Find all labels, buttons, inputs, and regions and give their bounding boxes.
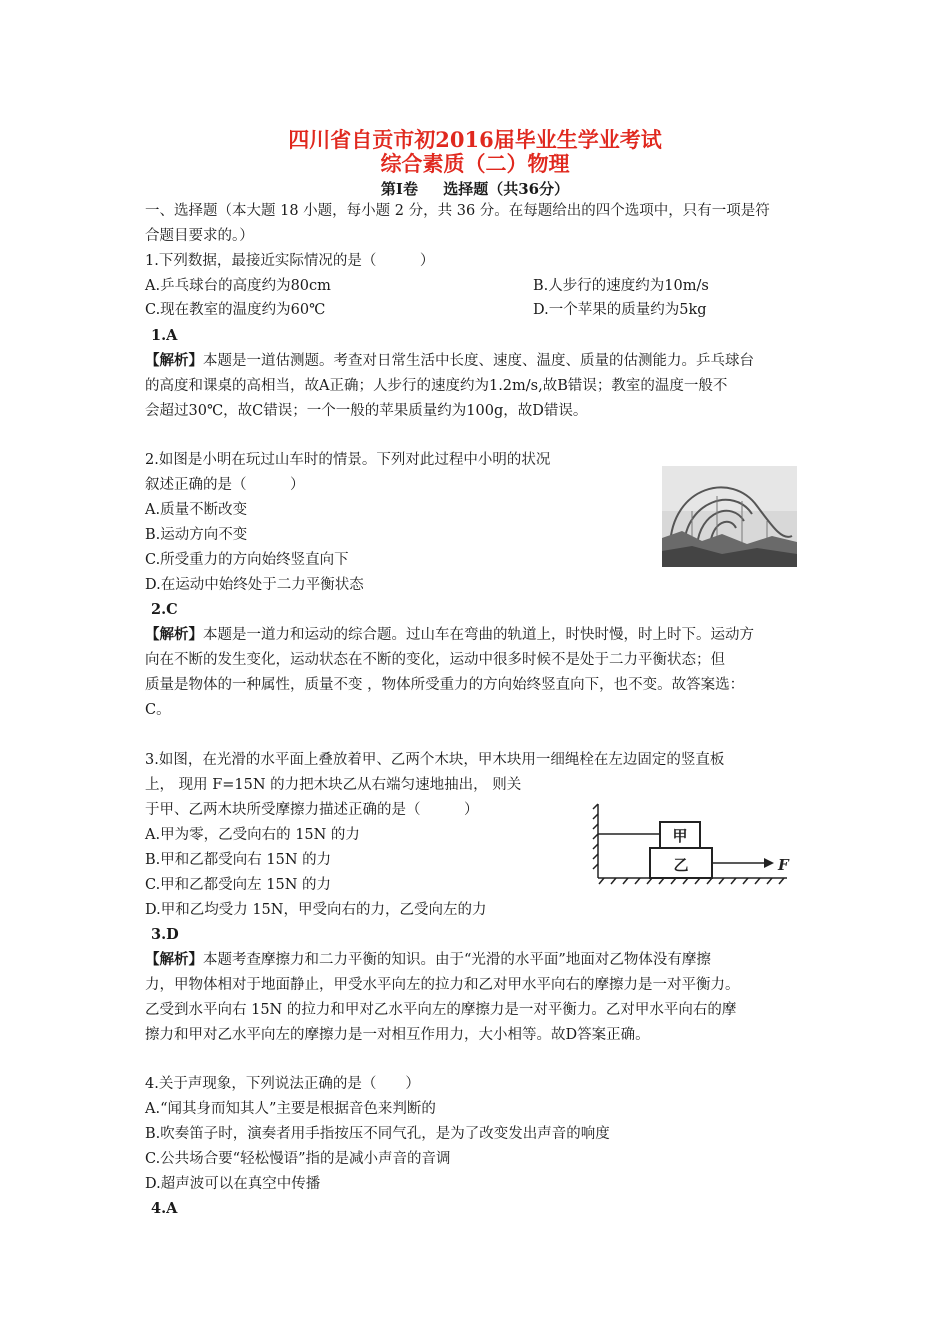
- question-stem: 上， 现用 F=15N 的力把木块乙从右端匀速地抽出， 则关: [145, 777, 522, 793]
- question-stem: 2.如图是小明在玩过山车时的情景。下列对此过程中小明的状况: [145, 452, 551, 468]
- analysis-line: 乙受到水平向右 15N 的拉力和甲对乙水平向左的摩擦力是一对平衡力。乙对甲水平向右的摩: [145, 1002, 737, 1018]
- exam-subtitle: 综合素质（二）物理: [380, 151, 570, 176]
- question-stem: 叙述正确的是（ ）: [145, 477, 305, 493]
- analysis-line: C。: [145, 702, 171, 718]
- roller-coaster-image: [662, 466, 797, 567]
- analysis-line: 向在不断的发生变化，运动状态在不断的变化，运动中很多时候不是处于二力平衡状态；但: [145, 652, 725, 668]
- analysis-line: [145, 950, 711, 970]
- analysis-label: 【解析】: [145, 626, 203, 643]
- option-a: A.甲为零，乙受向右的 15N 的力: [145, 827, 360, 843]
- answer: 2.C: [151, 601, 178, 618]
- analysis-line: 质量是物体的一种属性，质量不变 ，物体所受重力的方向始终竖直向下，也不变。故答案选：: [145, 677, 745, 693]
- force-label: F: [778, 856, 789, 874]
- analysis-line: 的高度和课桌的高相当，故A正确；人步行的速度约为1.2m/s,故B错误；教室的温度一般不: [145, 378, 728, 394]
- option-b: B.运动方向不变: [145, 527, 248, 543]
- answer: 3.D: [151, 926, 179, 943]
- section-heading: [0, 179, 950, 199]
- option-c: C.所受重力的方向始终竖直向下: [145, 552, 349, 568]
- option-line: [145, 276, 709, 296]
- option-d: D.在运动中始终处于二力平衡状态: [145, 577, 364, 593]
- option-c: C.甲和乙都受向左 15N 的力: [145, 877, 332, 893]
- option-c: C.公共场合要“轻松慢语”指的是减小声音的音调: [145, 1151, 451, 1167]
- answer: 1.A: [151, 327, 178, 344]
- option-b: B.甲和乙都受向右 15N 的力: [145, 852, 332, 868]
- analysis-label: 【解析】: [145, 951, 203, 968]
- option-d: D.甲和乙均受力 15N，甲受向右的力，乙受向左的力: [145, 902, 487, 918]
- option-a: A.乒乓球台的高度约为80cm: [145, 278, 331, 294]
- question-stem: 4.关于声现象，下列说法正确的是（ ）: [145, 1076, 420, 1092]
- option-a: A.“闻其身而知其人”主要是根据音色来判断的: [145, 1101, 436, 1117]
- block-top-label: 甲: [672, 827, 688, 845]
- intro-line: 合题目要求的。）: [145, 228, 254, 244]
- option-c: C.现在教室的温度约为60℃: [145, 302, 326, 318]
- section-name: 选择题（共36分）: [443, 180, 570, 198]
- option-line: [145, 300, 707, 320]
- answer: 4.A: [151, 1200, 178, 1217]
- exam-title: 四川省自贡市初2016届毕业生学业考试: [288, 127, 662, 152]
- section-part: 第Ⅰ卷: [380, 180, 418, 198]
- analysis-line: 力，甲物体相对于地面静止，甲受水平向左的拉力和乙对甲水平向右的摩擦力是一对平衡力。: [145, 977, 740, 993]
- question-stem: 于甲、乙两木块所受摩擦力描述正确的是（ ）: [145, 802, 479, 818]
- question-stem: 1.下列数据，最接近实际情况的是（ ）: [145, 253, 435, 269]
- option-a: A.质量不断改变: [145, 502, 248, 518]
- option-b: B.吹奏笛子时，演奏者用手指按压不同气孔，是为了改变发出声音的响度: [145, 1126, 610, 1142]
- analysis-line: 擦力和甲对乙水平向左的摩擦力是一对相互作用力，大小相等。故D答案正确。: [145, 1027, 650, 1043]
- analysis-line: 会超过30℃，故C错误；一个一般的苹果质量约为100g，故D错误。: [145, 403, 588, 419]
- intro-line: 一、选择题（本大题 18 小题，每小题 2 分，共 36 分。在每题给出的四个选项中，只有一项是符: [145, 203, 770, 219]
- option-d: D.超声波可以在真空中传播: [145, 1176, 321, 1192]
- analysis-label: 【解析】: [145, 352, 203, 369]
- friction-blocks-diagram: [592, 800, 792, 886]
- option-d: D.一个苹果的质量约为5kg: [533, 302, 707, 318]
- analysis-text: 本题考查摩擦力和二力平衡的知识。由于“光滑的水平面”地面对乙物体没有摩擦: [203, 952, 711, 968]
- analysis-text: 本题是一道估测题。考查对日常生活中长度、速度、温度、质量的估测能力。乒乓球台: [203, 353, 754, 369]
- analysis-line: [145, 625, 754, 645]
- option-b: B.人步行的速度约为10m/s: [533, 278, 709, 294]
- analysis-text: 本题是一道力和运动的综合题。过山车在弯曲的轨道上，时快时慢，时上时下。运动方: [203, 627, 754, 643]
- analysis-line: [145, 351, 754, 371]
- question-stem: 3.如图，在光滑的水平面上叠放着甲、乙两个木块，甲木块用一细绳栓在左边固定的竖直板: [145, 752, 725, 768]
- block-bottom-label: 乙: [673, 856, 689, 874]
